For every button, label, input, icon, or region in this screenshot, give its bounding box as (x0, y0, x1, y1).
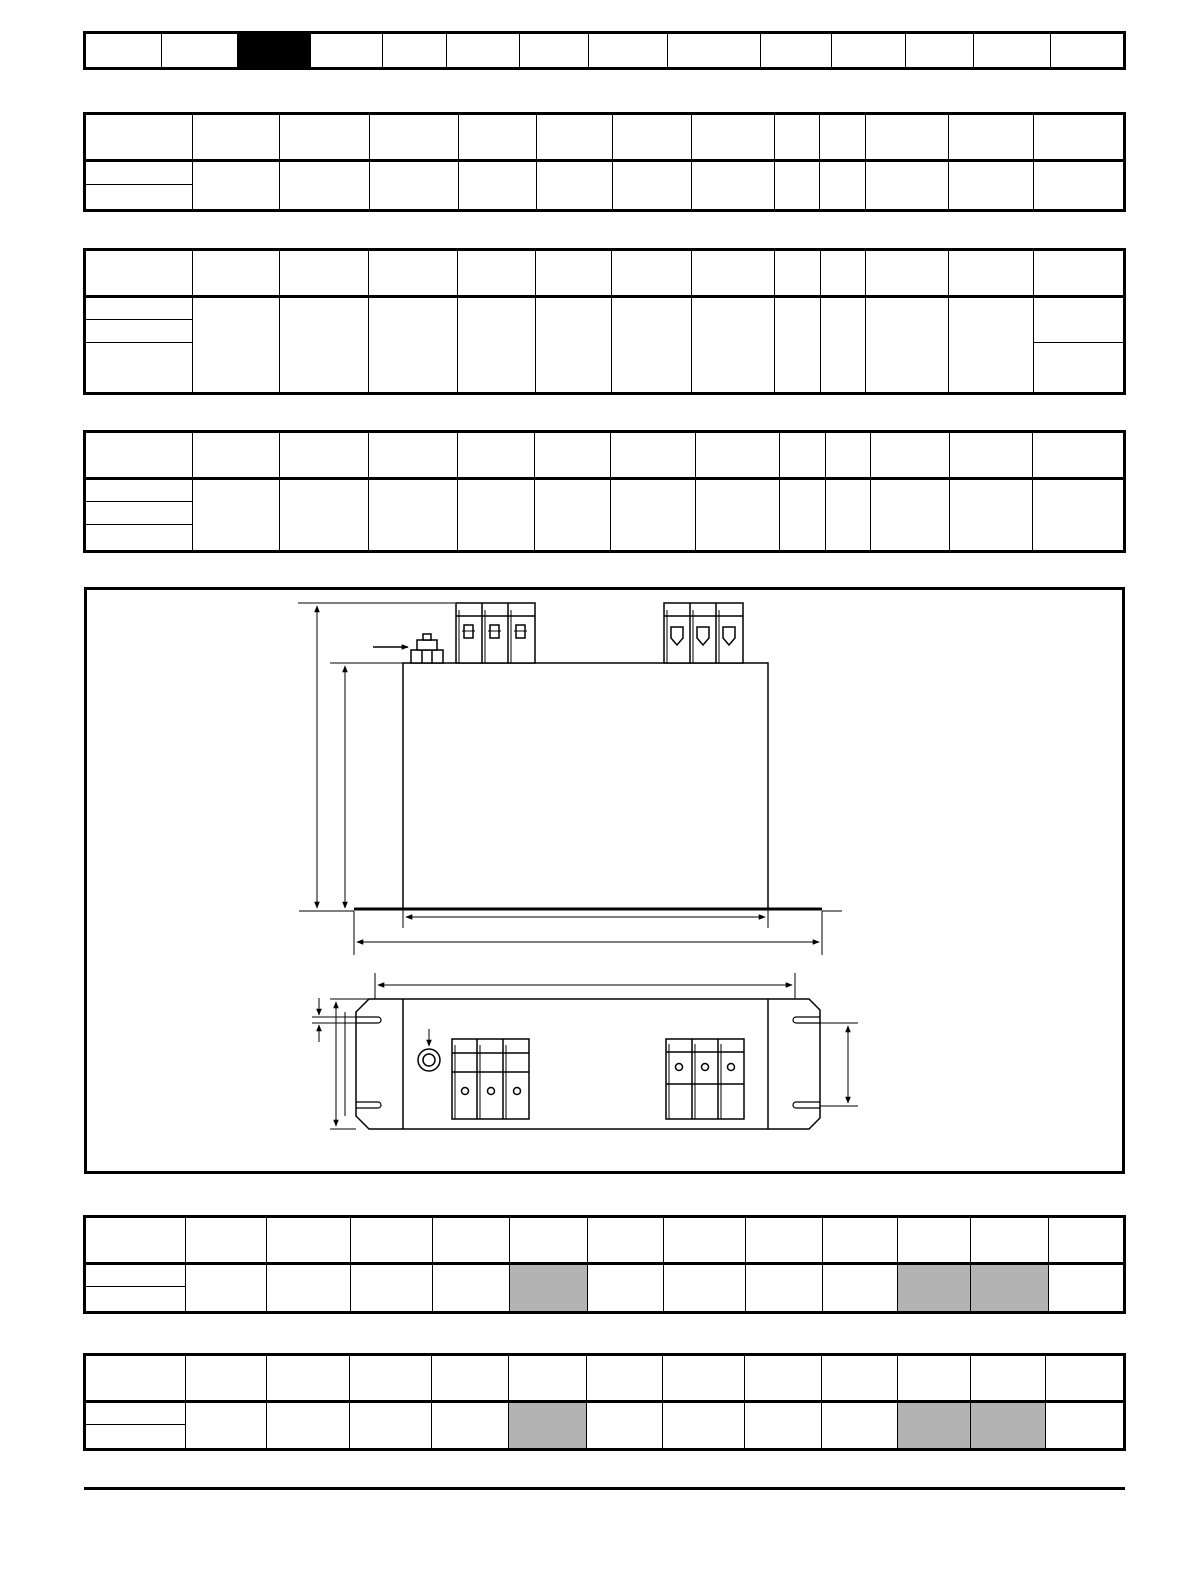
table-cell (267, 1264, 351, 1313)
table-header-cell (1049, 1217, 1125, 1264)
table-header-cell (745, 1355, 822, 1402)
output-terminal-block-icon (664, 603, 743, 663)
table-cell (663, 1402, 745, 1450)
table-cell (85, 1402, 186, 1425)
table-cell (822, 1402, 898, 1450)
table-row (85, 1402, 1125, 1425)
table-cell (823, 1264, 898, 1313)
table-header-cell (823, 1217, 898, 1264)
table-cell (664, 1264, 746, 1313)
table-cell (432, 1402, 509, 1450)
table-header-cell (85, 1217, 186, 1264)
filter-top-view (312, 973, 858, 1129)
table-header-cell (186, 1217, 267, 1264)
table-row (85, 1264, 1125, 1287)
table-cell (351, 1264, 433, 1313)
table-cell (433, 1264, 510, 1313)
table-header-cell (510, 1217, 588, 1264)
table-header-cell (1046, 1355, 1125, 1402)
table-cell (267, 1402, 350, 1450)
spec-table-4 (83, 1215, 1126, 1314)
table-header-cell (351, 1217, 433, 1264)
table-cell (1046, 1402, 1125, 1450)
table-header-cell (898, 1217, 971, 1264)
table-header-cell (898, 1355, 971, 1402)
earth-stud-icon (373, 634, 443, 663)
shaded-cell (898, 1402, 971, 1450)
table-cell (186, 1264, 267, 1313)
table-cell (85, 1264, 186, 1287)
table-header-cell (509, 1355, 587, 1402)
footer-rule (84, 1487, 1125, 1490)
table-cell (746, 1264, 823, 1313)
table-header-cell (971, 1217, 1049, 1264)
table-header-cell (587, 1355, 663, 1402)
output-terminals-plan-icon (666, 1039, 744, 1119)
table-cell (1049, 1264, 1125, 1313)
table-cell (745, 1402, 822, 1450)
table-header-cell (822, 1355, 898, 1402)
shaded-cell (510, 1264, 588, 1313)
table-cell (588, 1264, 664, 1313)
table-header-cell (746, 1217, 823, 1264)
spec-table-5 (83, 1353, 1126, 1451)
table-cell (85, 1287, 186, 1313)
table-header-cell (433, 1217, 510, 1264)
table-header-cell (663, 1355, 745, 1402)
input-terminals-plan-icon (452, 1039, 529, 1119)
table-header-cell (432, 1355, 509, 1402)
table-header-cell (350, 1355, 432, 1402)
table-header-cell (664, 1217, 746, 1264)
shaded-cell (971, 1264, 1049, 1313)
shaded-cell (971, 1402, 1046, 1450)
table-cell (186, 1402, 267, 1450)
filter-side-view (298, 603, 842, 955)
table-header-cell (85, 1355, 186, 1402)
table-cell (350, 1402, 432, 1450)
shaded-cell (898, 1264, 971, 1313)
base-plate-outline (356, 999, 820, 1129)
table-header-cell (267, 1355, 350, 1402)
table-header-cell (588, 1217, 664, 1264)
input-terminal-block-icon (456, 603, 535, 663)
table-header-cell (186, 1355, 267, 1402)
table-cell (85, 1425, 186, 1450)
table-cell (587, 1402, 663, 1450)
table-header-cell (267, 1217, 351, 1264)
table-header-cell (971, 1355, 1046, 1402)
shaded-cell (509, 1402, 587, 1450)
filter-body (403, 663, 768, 909)
